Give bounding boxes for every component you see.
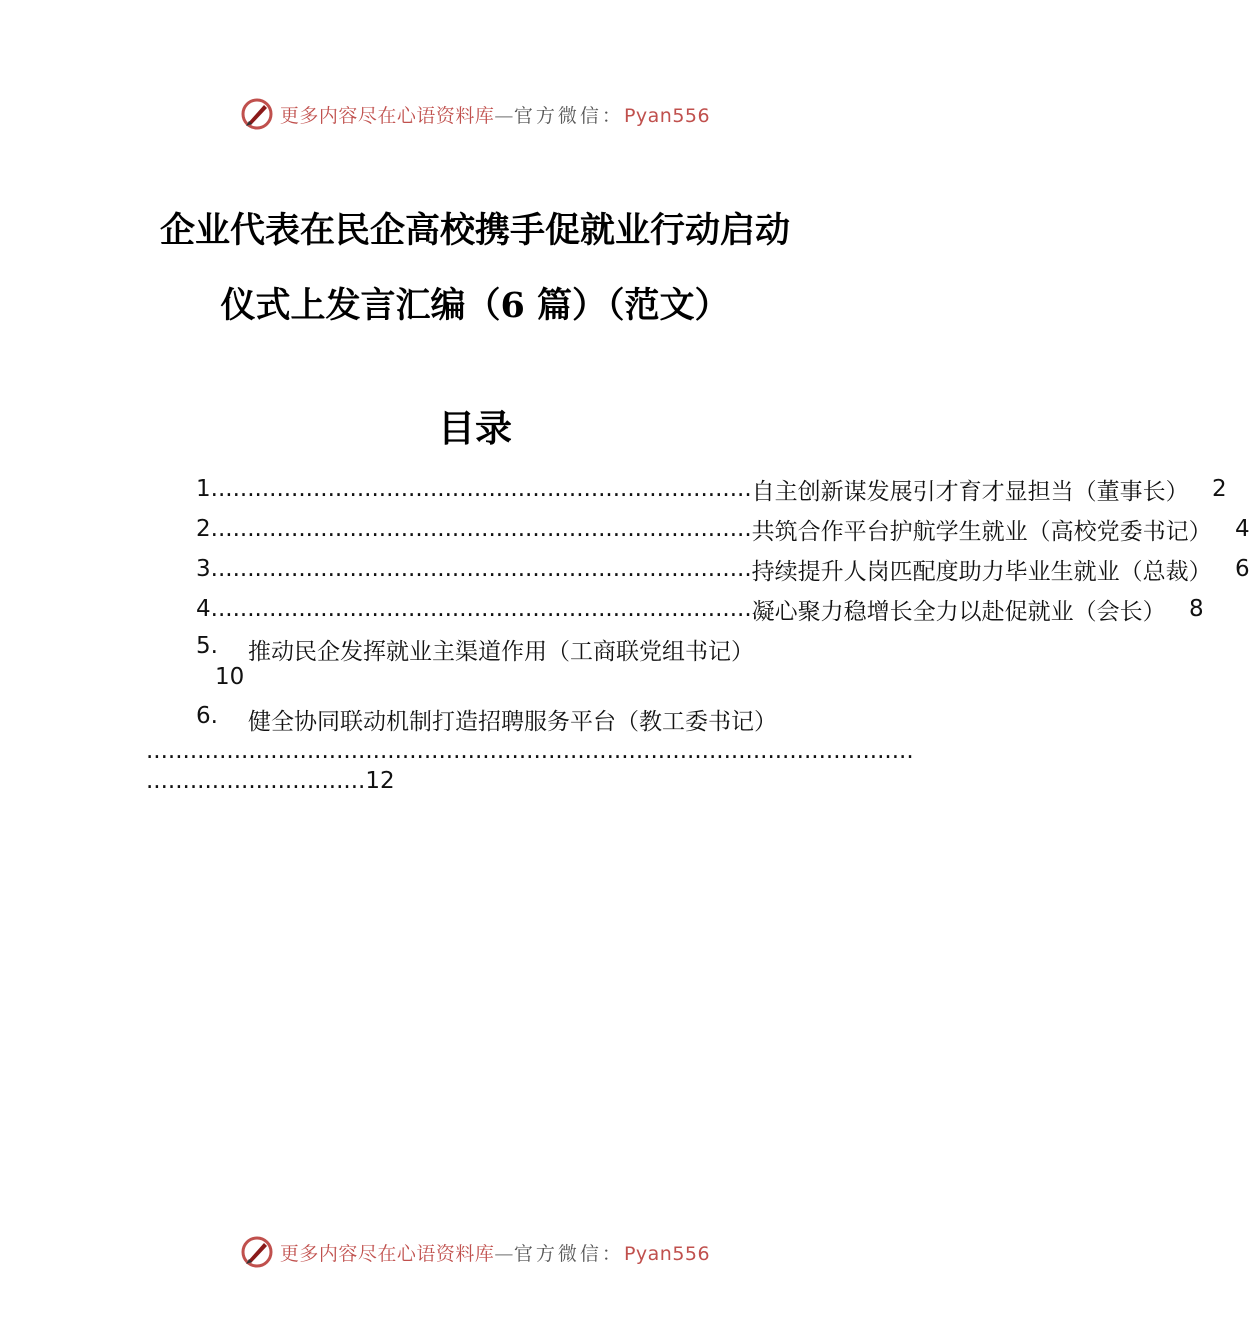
toc-heading: 目录 bbox=[438, 406, 512, 450]
toc-leader-dots: .......................................................................... bbox=[210, 476, 752, 502]
toc-entry-2[interactable] bbox=[196, 512, 1250, 546]
banner-wechat-label: 官方微信： bbox=[513, 1242, 624, 1265]
toc-entry-text: 共筑合作平台护航学生就业（高校党委书记） bbox=[751, 518, 1212, 545]
toc-leader-dots: .......................................................................... bbox=[210, 516, 752, 542]
toc-entry-3[interactable] bbox=[196, 552, 1250, 586]
banner-text: 更多内容尽在心语资料库 bbox=[279, 1242, 495, 1265]
toc-entry-number: 2 bbox=[196, 516, 211, 542]
toc-leader-dots: ......................................................................................................... bbox=[146, 738, 914, 764]
toc-entry-text: 推动民企发挥就业主渠道作用（工商联党组书记） bbox=[248, 639, 754, 665]
toc-leader-dots: .............................. bbox=[146, 768, 366, 794]
banner-wechat-label: 官方微信： bbox=[513, 104, 624, 127]
toc-entry-page: 8 bbox=[1189, 596, 1204, 622]
toc-entry-page: 10 bbox=[215, 664, 245, 690]
toc-entry-1[interactable] bbox=[196, 472, 1227, 506]
toc-entry-page: 4 bbox=[1235, 516, 1250, 542]
toc-entry-page: 6 bbox=[1235, 556, 1250, 582]
banner-text: 更多内容尽在心语资料库 bbox=[279, 104, 495, 127]
toc-entry-4[interactable] bbox=[196, 592, 1204, 626]
document-title-line2: 仪式上发言汇编（6 篇）（范文） bbox=[220, 285, 730, 326]
banner-separator: — bbox=[494, 104, 514, 127]
toc-entry-page: 12 bbox=[365, 768, 395, 794]
toc-entry-text: 自主创新谋发展引才育才显担当（董事长） bbox=[751, 478, 1189, 505]
toc-entry-number: 4 bbox=[196, 596, 211, 622]
footer-banner bbox=[0, 1232, 950, 1272]
toc-entry-number: 5. bbox=[196, 633, 218, 659]
toc-entry-number: 3 bbox=[196, 556, 211, 582]
toc-entry-number: 6. bbox=[196, 703, 218, 729]
toc-entry-text: 健全协同联动机制打造招聘服务平台（教工委书记） bbox=[248, 709, 777, 735]
banner-wechat-id: Pyan556 bbox=[623, 1242, 711, 1265]
toc-leader-dots: .......................................................................... bbox=[210, 596, 752, 622]
toc-entry-text: 持续提升人岗匹配度助力毕业生就业（总裁） bbox=[751, 558, 1212, 585]
banner-wechat-id: Pyan556 bbox=[623, 104, 711, 127]
pen-logo-icon bbox=[240, 1235, 274, 1269]
toc-entry-page: 2 bbox=[1212, 476, 1227, 502]
toc-entry-text: 凝心聚力稳增长全力以赴促就业（会长） bbox=[751, 598, 1166, 625]
toc-leader-dots: .......................................................................... bbox=[210, 556, 752, 582]
document-title-line1: 企业代表在民企高校携手促就业行动启动 bbox=[159, 210, 790, 251]
banner-separator: — bbox=[494, 1242, 514, 1265]
toc-entry-number: 1 bbox=[196, 476, 211, 502]
